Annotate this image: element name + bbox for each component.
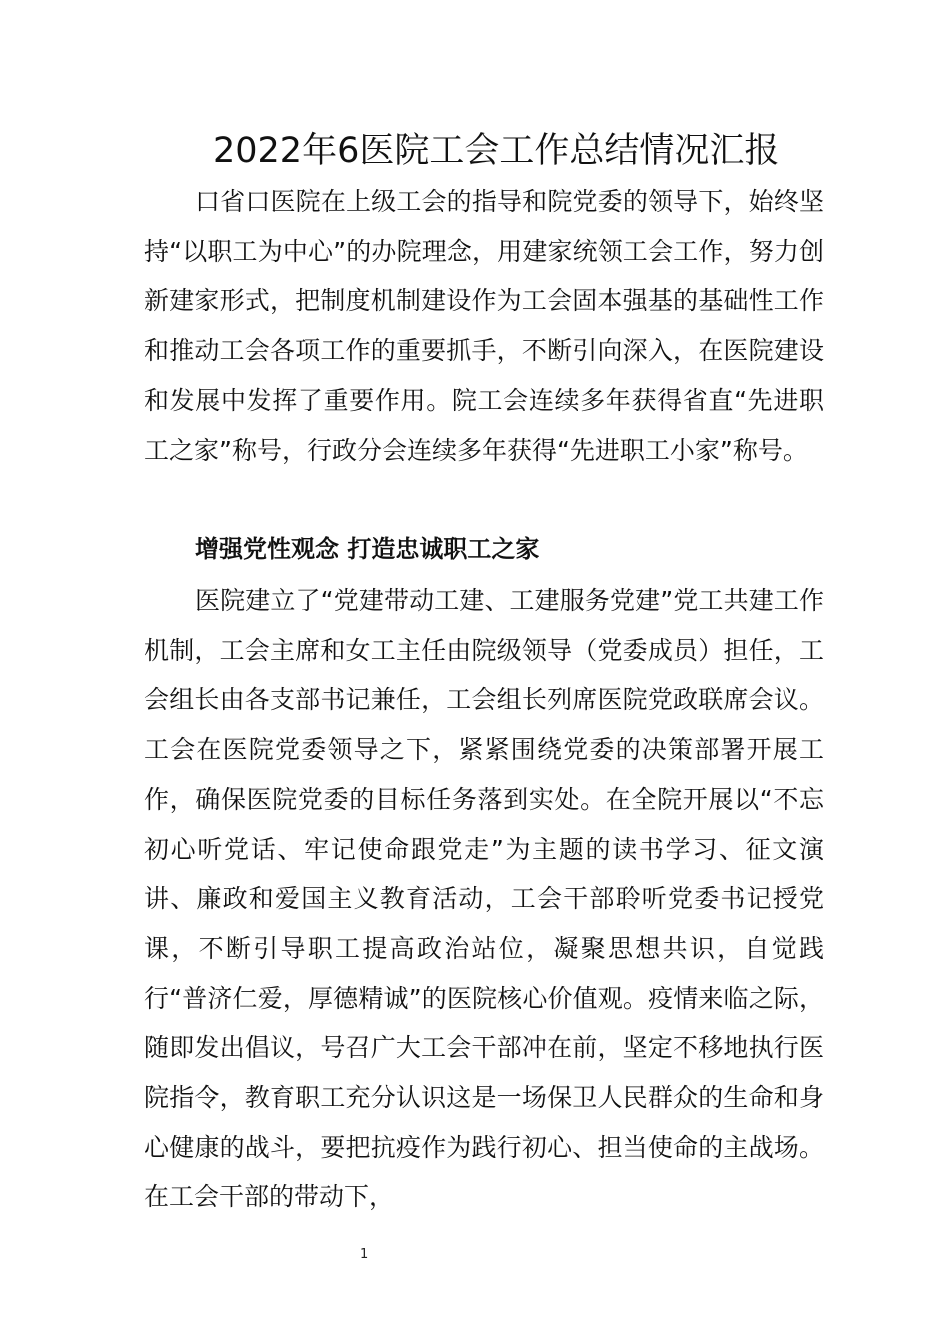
page-number: 1 (360, 1247, 369, 1262)
paragraph-section-1: 医院建立了“党建带动工建、工建服务党建”党工共建工作机制，工会主席和女工主任由院级领导（党委成员）担任，工会组长由各支部书记兼任，工会组长列席医院党政联席会议。工会在医院党委领导之下，紧紧围绕党委的决策部署开展工作，确保医院党委的目标任务落到实处。在全院开展以“不忘初心听党话、牢记使命跟党走”为主题的读书学习、征文演讲、廉政和爱国主义教育活动，工会干部聆听党委书记授党课，不断引导职工提高政治站位，凝聚思想共识，自觉践行“普济仁爱，厚德精诚”的医院核心价值观。疫情来临之际，随即发出倡议，号召广大工会干部冲在前，坚定不移地执行医院指令，教育职工充分认识这是一场保卫人民群众的生命和身心健康的战斗，要把抗疫作为践行初心、担当使命的主战场。在工会干部的带动下， (144, 586, 824, 1212)
document-title: 2022年6医院工会工作总结情况汇报 (213, 131, 780, 171)
section-heading: 增强党性观念 打造忠诚职工之家 (195, 535, 540, 563)
paragraph-intro: 口省口医院在上级工会的指导和院党委的领导下，始终坚持“以职工为中心”的办院理念，用建家统领工会工作，努力创新建家形式，把制度机制建设作为工会固本强基的基础性工作和推动工会各项工作的重要抓手，不断引向深入，在医院建设和发展中发挥了重要作用。院工会连续多年获得省直“先进职工之家”称号，行政分会连续多年获得“先进职工小家”称号。 (144, 187, 824, 465)
